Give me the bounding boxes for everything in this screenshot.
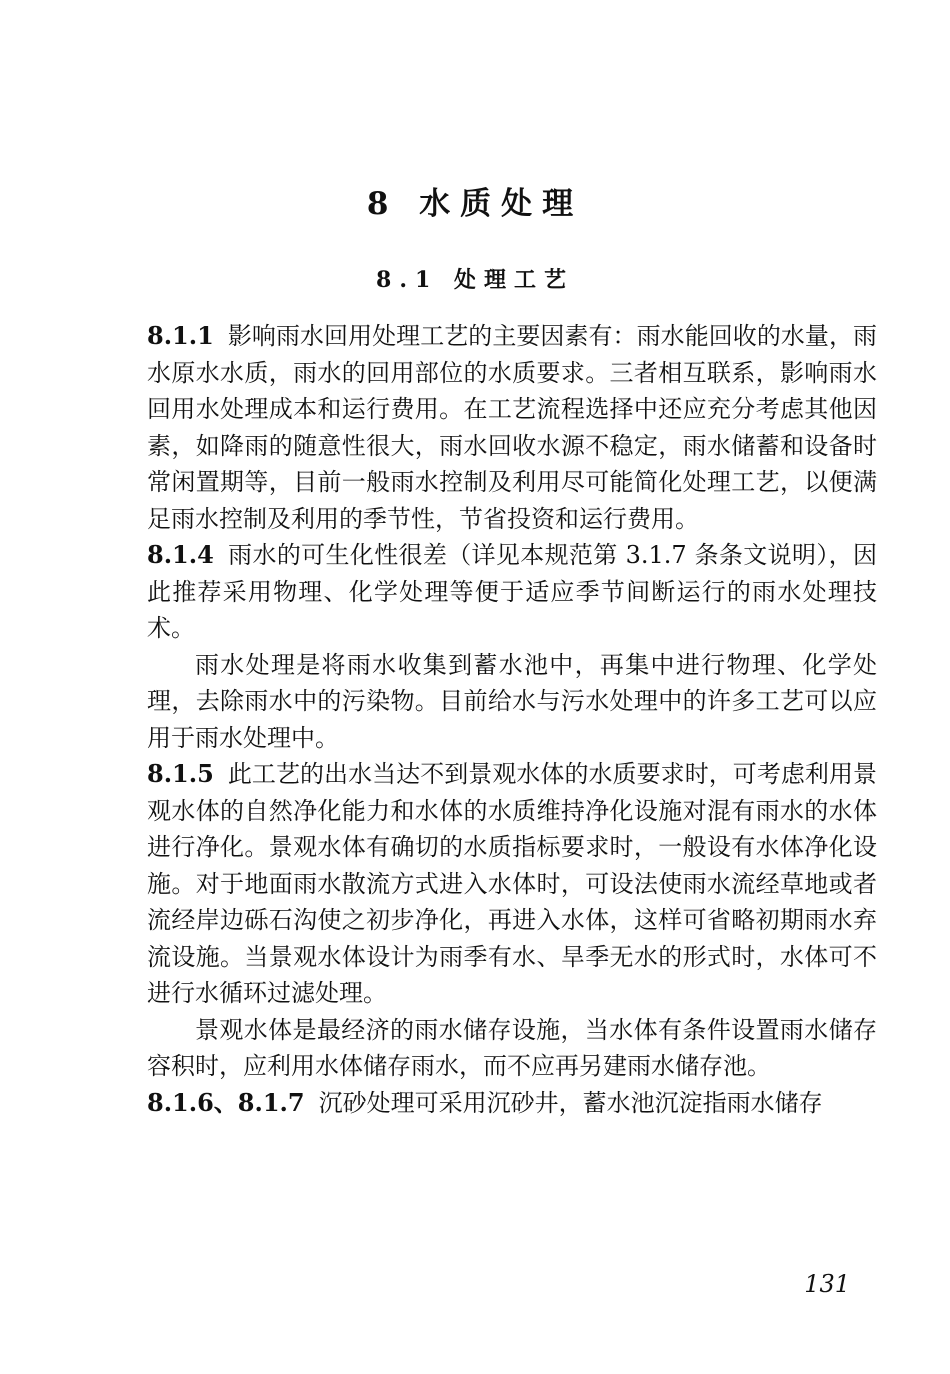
chapter-name: 水质处理 xyxy=(419,186,584,222)
paragraph-text: 影响雨水回用处理工艺的主要因素有：雨水能回收的水量，雨水原水水质，雨水的回用部位的水质要求。三者相互联系，影响雨水回用水处理成本和运行费用。在工艺流程选择中还应充分考虑其他因素，如降雨的随意性很大，雨水回收水源不稳定，雨水储蓄和设备时常闲置期等，目前一般雨水控制及利用尽可能简化处理工艺，以便满足雨水控制及利用的季节性，节省投资和运行费用。 xyxy=(147,322,877,533)
page-number: 131 xyxy=(804,1270,850,1298)
paragraph-8-1-6-8-1-7 xyxy=(147,1085,877,1122)
paragraph-8-1-4 xyxy=(147,537,877,647)
chapter-number: 8 xyxy=(366,186,399,222)
paragraph-text: 雨水处理是将雨水收集到蓄水池中，再集中进行物理、化学处理，去除雨水中的污染物。目前给水与污水处理中的许多工艺可以应用于雨水处理中。 xyxy=(147,650,877,752)
paragraph-text: 此工艺的出水当达不到景观水体的水质要求时，可考虑利用景观水体的自然净化能力和水体的水质维持净化设施对混有雨水的水体进行净化。景观水体有确切的水质指标要求时，一般设有水体净化设施。对于地面雨水散流方式进入水体时，可设法使雨水流经草地或者流经岸边砾石沟使之初步净化，再进入水体，这样可省略初期雨水弃流设施。当景观水体设计为雨季有水、旱季无水的形式时，水体可不进行水循环过滤处理。 xyxy=(147,760,877,1007)
body-text xyxy=(147,318,877,1121)
paragraph-8-1-5-continued xyxy=(147,1012,877,1085)
section-number: 8.1 xyxy=(376,267,439,293)
clause-number: 8.1.4 xyxy=(147,540,214,569)
clause-number: 8.1.5 xyxy=(147,759,214,788)
paragraph-text: 沉砂处理可采用沉砂井，蓄水池沉淀指雨水储存 xyxy=(318,1088,823,1117)
clause-number: 8.1.6、8.1.7 xyxy=(147,1087,305,1117)
chapter-title xyxy=(0,178,950,223)
paragraph-text: 雨水的可生化性很差（详见本规范第 3.1.7 条条文说明），因此推荐采用物理、化学处理等便于适应季节间断运行的雨水处理技术。 xyxy=(147,541,877,642)
paragraph-8-1-1 xyxy=(147,318,877,537)
section-name: 处理工艺 xyxy=(453,267,574,293)
paragraph-text: 景观水体是最经济的雨水储存设施，当水体有条件设置雨水储存容积时，应利用水体储存雨水，而不应再另建雨水储存池。 xyxy=(147,1015,877,1080)
clause-number: 8.1.1 xyxy=(147,321,214,350)
paragraph-8-1-4-continued xyxy=(147,647,877,757)
section-title xyxy=(0,263,950,294)
paragraph-8-1-5 xyxy=(147,756,877,1012)
